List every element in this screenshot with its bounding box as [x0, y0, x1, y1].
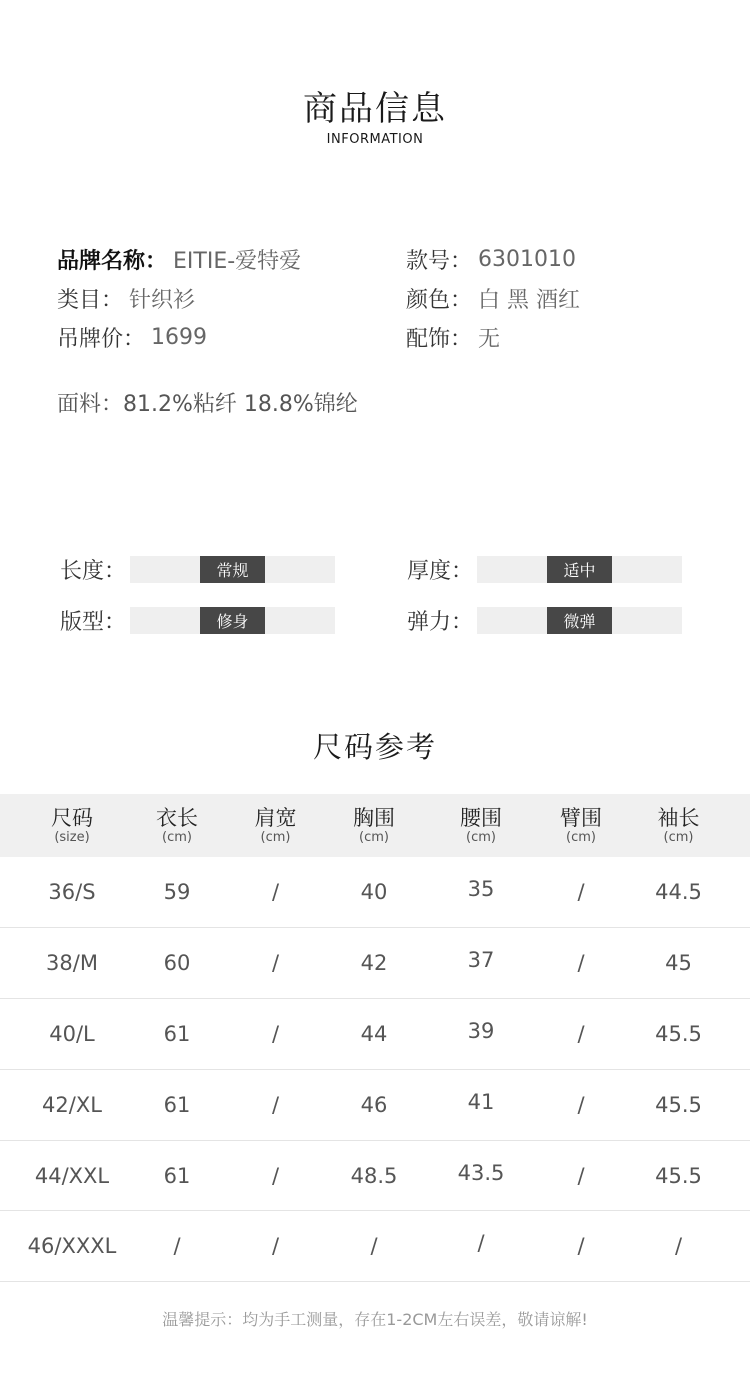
fabric-value: 81.2%粘纤 18.8%锦纶 [123, 392, 358, 417]
attribute-row [60, 544, 700, 595]
info-row [57, 318, 697, 357]
table-cell: 45.5 [607, 1140, 750, 1211]
table-cell: 61 [144, 1140, 210, 1211]
column-header-arm: 臂围 (cm) [555, 794, 607, 857]
table-cell: / [555, 928, 607, 999]
page-title: 商品信息 [303, 89, 447, 129]
color-field [406, 283, 580, 314]
category-label: 类目： [57, 288, 124, 313]
product-info-grid [57, 240, 697, 357]
table-cell: 45.5 [607, 999, 750, 1070]
fabric-label: 面料： [57, 392, 124, 417]
table-cell: 59 [144, 857, 210, 928]
product-info-header [0, 86, 750, 148]
color-label: 颜色： [406, 288, 473, 313]
accessory-label: 配饰： [406, 327, 473, 352]
column-header-bust: 胸围 (cm) [341, 794, 407, 857]
size-chart-title: 尺码参考 [312, 730, 437, 764]
table-row [0, 999, 750, 1070]
style-number-value: 6301010 [478, 247, 576, 272]
table-cell: 39 [407, 999, 555, 1070]
attribute-row [60, 595, 700, 646]
accessory-field [406, 322, 500, 353]
table-cell: / [407, 1211, 555, 1282]
table-cell: / [555, 1211, 607, 1282]
table-cell: 42/XL [0, 1069, 144, 1140]
length-scale [130, 556, 335, 583]
table-cell: / [210, 857, 341, 928]
table-cell: 35 [407, 857, 555, 928]
column-header-shoulder: 肩宽 (cm) [210, 794, 341, 857]
category-value: 针织衫 [129, 288, 196, 313]
table-row [0, 1211, 750, 1282]
elasticity-value-chip: 微弹 [547, 607, 612, 634]
table-cell: 61 [144, 999, 210, 1070]
attribute-grid [60, 544, 700, 646]
category-field [57, 283, 406, 314]
brand-value: EITIE-爱特爱 [173, 249, 302, 274]
table-cell: 44 [341, 999, 407, 1070]
table-cell: 60 [144, 928, 210, 999]
table-cell: 43.5 [407, 1140, 555, 1211]
table-cell: 42 [341, 928, 407, 999]
elasticity-label: 弹力： [407, 610, 474, 635]
table-cell: 46 [341, 1069, 407, 1140]
fit-attribute [60, 605, 407, 636]
brand-field [57, 244, 406, 275]
info-row [57, 240, 697, 279]
table-cell: 38/M [0, 928, 144, 999]
thickness-value-chip: 适中 [547, 556, 612, 583]
length-attribute [60, 554, 407, 585]
brand-label: 品牌名称： [57, 249, 168, 274]
elasticity-attribute [407, 605, 682, 636]
elasticity-scale [477, 607, 682, 634]
table-cell: 48.5 [341, 1140, 407, 1211]
column-header-length: 衣长 (cm) [144, 794, 210, 857]
column-header-sleeve: 袖长 (cm) [607, 794, 750, 857]
thickness-label: 厚度： [407, 559, 474, 584]
table-row [0, 1140, 750, 1211]
table-cell: / [555, 999, 607, 1070]
table-cell: 45.5 [607, 1069, 750, 1140]
table-cell: / [555, 857, 607, 928]
table-cell: 36/S [0, 857, 144, 928]
fit-scale [130, 607, 335, 634]
table-cell: / [341, 1211, 407, 1282]
thickness-scale [477, 556, 682, 583]
table-row [0, 857, 750, 928]
column-header-waist: 腰围 (cm) [407, 794, 555, 857]
table-cell: / [210, 999, 341, 1070]
page-subtitle: INFORMATION [326, 132, 424, 147]
fit-label: 版型： [60, 610, 127, 635]
table-cell: 61 [144, 1069, 210, 1140]
table-cell: 46/XXXL [0, 1211, 144, 1282]
fabric-field [57, 387, 358, 418]
table-cell: / [607, 1211, 750, 1282]
table-cell: 40/L [0, 999, 144, 1070]
table-cell: 45 [607, 928, 750, 999]
price-label: 吊牌价： [57, 327, 146, 352]
column-header-size: 尺码 (size) [0, 794, 144, 857]
price-field [57, 322, 406, 353]
table-cell: 37 [407, 928, 555, 999]
table-cell: / [210, 1069, 341, 1140]
price-value: 1699 [151, 325, 208, 350]
length-value-chip: 常规 [200, 556, 265, 583]
table-row [0, 1069, 750, 1140]
table-cell: 44/XXL [0, 1140, 144, 1211]
table-cell: / [144, 1211, 210, 1282]
length-label: 长度： [60, 559, 127, 584]
color-value: 白 黑 酒红 [478, 288, 581, 313]
table-cell: / [210, 1211, 341, 1282]
table-cell: / [210, 928, 341, 999]
table-cell: 40 [341, 857, 407, 928]
size-chart-table [0, 794, 750, 1282]
size-chart-header-row [0, 794, 750, 857]
info-row [57, 279, 697, 318]
accessory-value: 无 [478, 327, 501, 352]
table-cell: / [555, 1140, 607, 1211]
table-cell: / [210, 1140, 341, 1211]
table-row [0, 928, 750, 999]
table-cell: / [555, 1069, 607, 1140]
table-cell: 44.5 [607, 857, 750, 928]
thickness-attribute [407, 554, 682, 585]
style-number-label: 款号： [406, 249, 473, 274]
fit-value-chip: 修身 [200, 607, 265, 634]
style-number-field [406, 244, 576, 275]
table-cell: 41 [407, 1069, 555, 1140]
measurement-note: 温馨提示：均为手工测量，存在1-2CM左右误差，敬请谅解! [162, 1310, 588, 1329]
